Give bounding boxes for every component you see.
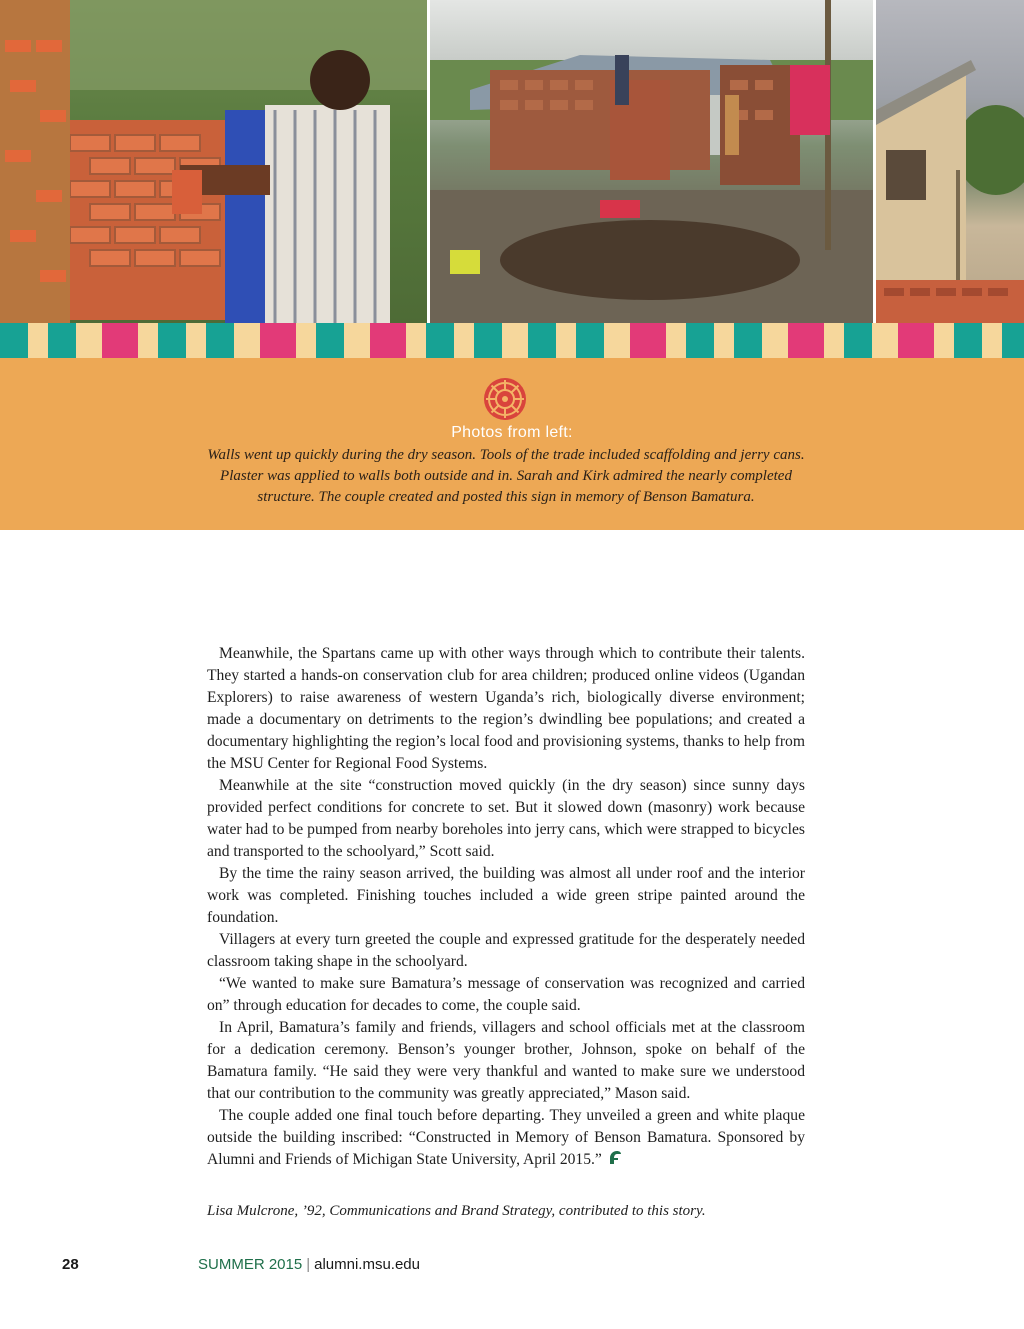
article-paragraph: By the time the rainy season arrived, the building was almost all under roof and the interior work was completed. Finishing touches included a wide green stripe painted around the foundation.: [207, 865, 805, 926]
footer-separator: |: [306, 1256, 311, 1273]
band-tile: [844, 323, 872, 358]
footer-url-link[interactable]: alumni.msu.edu: [314, 1256, 420, 1273]
spartan-helmet-icon: [608, 1150, 622, 1166]
band-tile: [102, 323, 138, 358]
decorative-pattern-band: [0, 323, 1024, 358]
band-tile: [630, 323, 666, 358]
band-tile: [714, 323, 734, 358]
band-tile: [898, 323, 934, 358]
article-paragraph-text: The couple added one final touch before departing. They unveiled a green and white plaque outside the building inscribed: “Constructed in Memory of Benson Bamatura. Sponsored by Alumni and Friends of Michigan State University, April 2015.”: [207, 1107, 805, 1168]
band-tile: [934, 323, 954, 358]
band-tile: [762, 323, 788, 358]
page-number: 28: [62, 1256, 79, 1273]
band-tile: [28, 323, 48, 358]
footer-season: SUMMER 2015: [198, 1256, 303, 1273]
band-tile: [1002, 323, 1024, 358]
photo-caption-box: [0, 358, 1024, 530]
band-tile: [76, 323, 102, 358]
article-paragraph: Meanwhile, the Spartans came up with other ways through which to contribute their talents. They started a hands-on conservation club for area children; produced online videos (Ugandan Explorers) to raise awareness of western Uganda’s rich, biologically diverse environment; made a documentary on detriments to the region’s dwindling bee populations; and created a documentary highlighting the region’s local food and provisioning systems, thanks to help from the MSU Center for Regional Food Systems.: [207, 645, 805, 772]
band-tile: [138, 323, 158, 358]
band-tile: [186, 323, 206, 358]
band-tile: [528, 323, 556, 358]
band-tile: [502, 323, 528, 358]
band-tile: [872, 323, 898, 358]
band-tile: [686, 323, 714, 358]
band-tile: [206, 323, 234, 358]
band-tile: [474, 323, 502, 358]
band-tile: [344, 323, 370, 358]
band-tile: [454, 323, 474, 358]
band-tile: [0, 323, 28, 358]
photo-construction-site: [430, 0, 873, 323]
band-tile: [734, 323, 762, 358]
band-tile: [982, 323, 1002, 358]
band-tile: [234, 323, 260, 358]
band-tile: [260, 323, 296, 358]
caption-heading: Photos from left:: [451, 424, 573, 441]
band-tile: [426, 323, 454, 358]
band-tile: [824, 323, 844, 358]
article-paragraph: Meanwhile at the site “construction moved quickly (in the dry season) since sunny days provided perfect conditions for concrete to set. But it slowed down (masonry) work because water had to be pumped from nearby boreholes into jerry cans, which were strapped to bicycles and transported to the schoolyard,” Scott said.: [207, 777, 805, 860]
article-body: [207, 643, 805, 1171]
article-paragraph: Villagers at every turn greeted the couple and expressed gratitude for the desperately needed classroom taking shape in the schoolyard.: [207, 931, 805, 970]
photo-plastered-building: [876, 0, 1024, 323]
band-tile: [666, 323, 686, 358]
article-paragraph: In April, Bamatura’s family and friends, villagers and school officials met at the classroom for a dedication ceremony. Benson’s younger brother, Johnson, spoke on behalf of the Bamatura family. “He said they were very thankful and wanted to make sure we understood that our contribution to the community was greatly appreciated,” Mason said.: [207, 1019, 805, 1102]
article-paragraph-last: [207, 1105, 805, 1171]
band-tile: [370, 323, 406, 358]
band-tile: [576, 323, 604, 358]
photo-strip: [0, 0, 1024, 323]
photo-bricklaying: [0, 0, 427, 323]
band-tile: [316, 323, 344, 358]
band-tile: [556, 323, 576, 358]
footer-publication: [198, 1256, 420, 1273]
caption-text: Walls went up quickly during the dry season. Tools of the trade included scaffolding and jerry cans. Plaster was applied to walls both outside and in. Sarah and Kirk admired the nearly completed structure. The couple created and posted this sign in memory of Benson Bamatura.: [207, 447, 805, 505]
medallion-icon: [482, 376, 528, 422]
band-tile: [296, 323, 316, 358]
band-tile: [604, 323, 630, 358]
article-paragraph: “We wanted to make sure Bamatura’s message of conservation was recognized and carried on” through education for decades to come, the couple said.: [207, 975, 805, 1014]
band-tile: [158, 323, 186, 358]
band-tile: [788, 323, 824, 358]
band-tile: [954, 323, 982, 358]
band-tile: [48, 323, 76, 358]
band-tile: [406, 323, 426, 358]
story-credit: Lisa Mulcrone, ’92, Communications and Brand Strategy, contributed to this story.: [207, 1203, 706, 1219]
